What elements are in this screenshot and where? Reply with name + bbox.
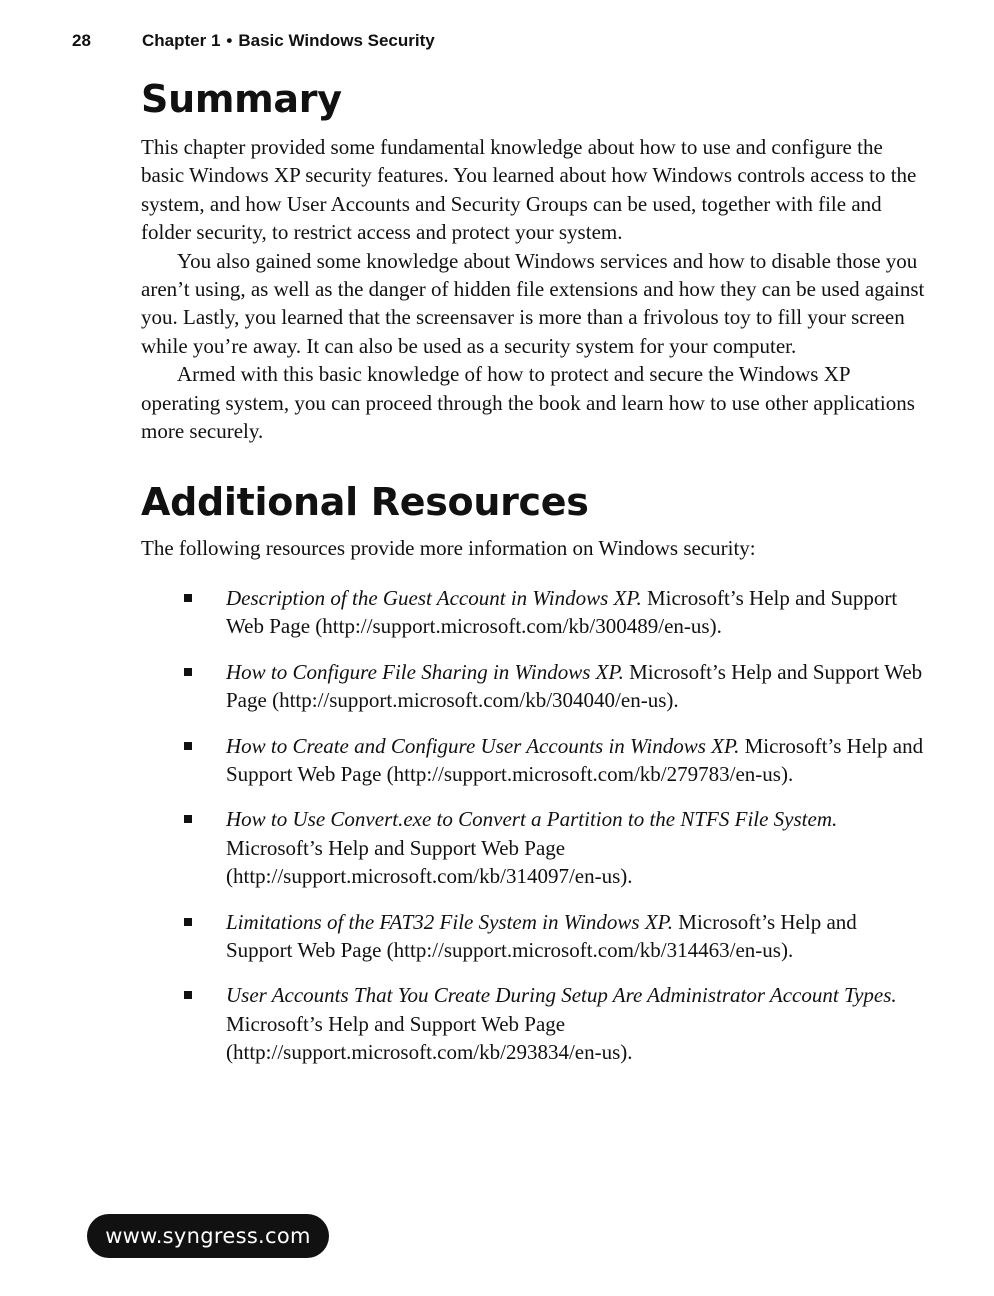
list-item [141,981,926,1066]
resource-title: How to Configure File Sharing in Windows XP. [226,659,624,684]
square-bullet-icon [184,918,192,926]
resource-source: Microsoft’s Help and Support Web Page (http://support.microsoft.com/kb/279783/en-us). [226,733,924,786]
list-item [141,805,926,890]
chapter-title: Basic Windows Security [238,31,435,50]
square-bullet-icon [184,668,192,676]
header-separator: • [226,31,233,50]
resource-source: Microsoft’s Help and Support Web Page (http://support.microsoft.com/kb/314463/en-us). [226,909,857,962]
resource-source: Microsoft’s Help and Support Web Page (http://support.microsoft.com/kb/304040/en-us). [226,659,923,713]
resources-intro: The following resources provide more information on Windows security: [141,536,756,561]
website-badge: www.syngress.com [87,1214,329,1258]
page-content [141,76,926,1084]
summary-heading: Summary [141,77,342,121]
resource-source: Microsoft’s Help and Support Web Page (http://support.microsoft.com/kb/314097/en-us). [226,835,633,889]
summary-paragraph-2: You also gained some knowledge about Windows services and how to disable those you aren’t using, as well as the danger of hidden file extensions and how they can be used against you. Lastly, you learned that the screensaver is more than a frivolous toy to fill your screen while you’re away. It can also be used as a security system for your computer. [141,248,925,358]
resources-list [141,584,926,1067]
resource-source: Microsoft’s Help and Support Web Page (http://support.microsoft.com/kb/293834/en-us). [226,1011,633,1065]
list-item [141,584,926,641]
resource-title: User Accounts That You Create During Setup Are Administrator Account Types. [226,983,897,1008]
page-number: 28 [72,31,91,50]
resources-heading: Additional Resources [141,480,589,525]
resource-title: How to Create and Configure User Accounts in Windows XP. [226,733,740,758]
list-item [141,732,926,789]
square-bullet-icon [184,742,192,750]
resource-title: Limitations of the FAT32 File System in Windows XP. [226,909,674,934]
square-bullet-icon [184,991,192,999]
square-bullet-icon [184,594,192,602]
resource-source: Microsoft’s Help and Support Web Page (http://support.microsoft.com/kb/300489/en-us). [226,585,898,639]
list-item [141,908,926,965]
summary-paragraph-1: This chapter provided some fundamental knowledge about how to use and configure the basic Windows XP security features. You learned about how Windows controls access to the system, and how User Accounts and Security Groups can be used, together with file and folder security, to restrict access and protect your system. [141,135,917,245]
running-head [72,31,435,51]
square-bullet-icon [184,815,192,823]
resource-title: How to Use Convert.exe to Convert a Partition to the NTFS File System. [226,807,838,832]
chapter-label: Chapter 1 [142,31,221,50]
summary-paragraph-3: Armed with this basic knowledge of how to protect and secure the Windows XP operating system, you can proceed through the book and learn how to use other applications more securely. [141,362,915,444]
resource-title: Description of the Guest Account in Windows XP. [226,585,642,610]
list-item [141,658,926,715]
